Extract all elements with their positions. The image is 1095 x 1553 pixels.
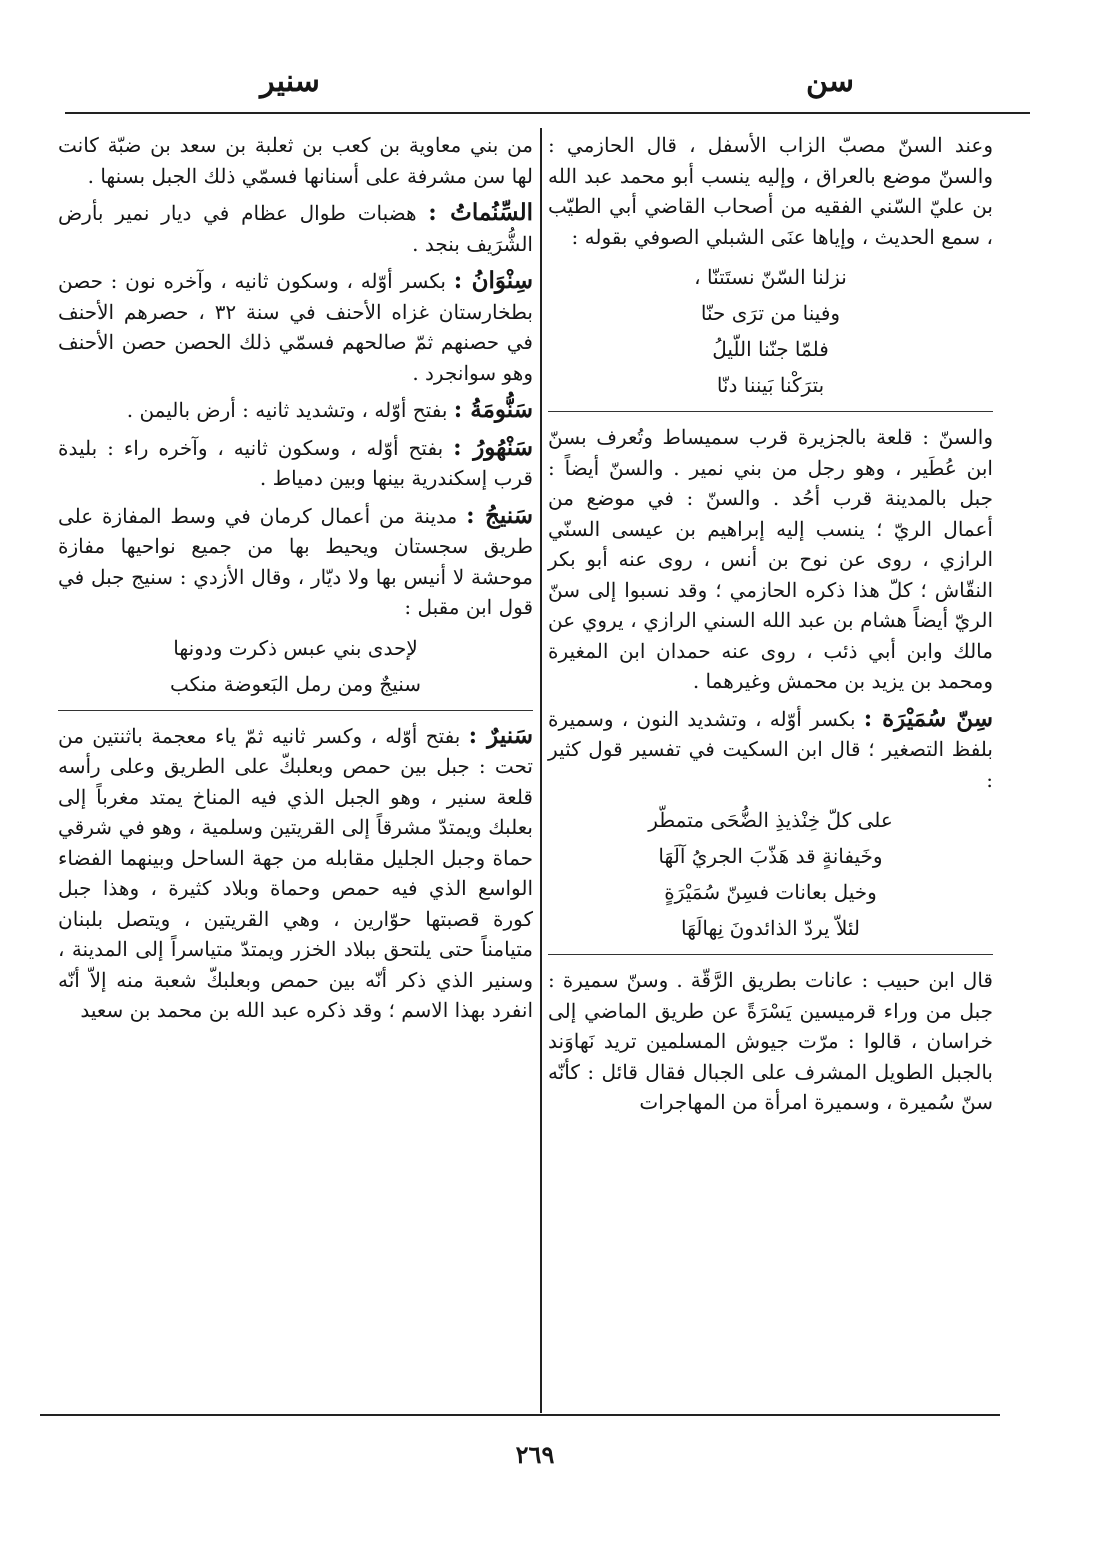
running-head-right: سن [806, 64, 854, 99]
verse-line: وخَيفانةٍ قد هَذّبَ الجريُ آلَهَا [658, 844, 883, 868]
entry-text: بكسر أوّله ، وتشديد النون ، وسميرة بلفظ التصغير ؛ قال ابن السكيت في تفسير قول كثير : [548, 706, 993, 792]
verse-line: بترَكْنا بَيننا دنّا [716, 373, 825, 397]
entry-text: مدينة من أعمال كرمان في وسط المفازة على طريق سجستان ويحيط بها من جميع نواحيها مفازة موحشة لا أنيس بها ولا ديّار ، وقال الأزدي : سنيج جبل في قول ابن مقبل : [58, 503, 533, 619]
top-rule [65, 112, 1030, 114]
headword: سِنّ سُمَيْرَة : [863, 704, 994, 732]
entry-text: بكسر أوّله ، وسكون ثانيه ، وآخره نون : حصن بطخارستان غزاه الأحنف في سنة ٣٢ ، حصرهم الأحنف في حصنهم ثمّ صالحهم فسمّي ذلك الحصن حصن الأحنف وهو سوانجرد . [58, 269, 533, 385]
entry-sanir [58, 721, 533, 1026]
page-number: ٢٦٩ [515, 1440, 555, 1469]
bottom-rule [40, 1414, 1000, 1416]
entry-sanhur [58, 433, 533, 494]
verse-line: فلمّا جنّنا اللّيلُ [712, 337, 829, 361]
entry-text: هضبات طوال عظام في ديار نمير بأرض الشُّرَيف بنجد . [58, 201, 533, 256]
running-head-left: سنير [260, 64, 320, 99]
left-column [58, 130, 533, 1033]
verse-separator [548, 411, 993, 412]
headword: سَنيجُ : [466, 501, 534, 529]
verse-line: نزلنا السّنّ نستَتنّا ، [694, 265, 847, 289]
paragraph-sumayra-explained: قال ابن حبيب : عانات بطريق الرَّقّة . وسنّ سميرة : جبل من وراء قرميسين يَسْرَةً عن طريق الماضي إلى خراسان ، قالوا : مرّت جيوش المسلمين تريد نَهاوَند بالجبل الطويل المشرف على الجبال فقال قائل : كأنّه سنّ سُميرة ، وسميرة امرأة من المهاجرات [548, 968, 993, 1114]
paragraph-sinn-places: والسنّ : قلعة بالجزيرة قرب سميساط وتُعرف بسنّ ابن عُطَير ، وهو رجل من بني نمير . والسنّ أيضاً : جبل بالمدينة قرب أحُد . والسنّ : في موضع من أعمال الريّ ؛ ينسب إليه إبراهيم بن عيسى السنّي الرازي ، روى عن نوح بن أنس ، روى عنه أبو بكر النقّاش ؛ كلّ هذا ذكره الحازمي ؛ وقد نسبوا إلى سنّ الريّ أيضاً هشام بن عبد الله السني الرازي ، يروي عن مالك وابن أبي ذئب ، روى عنه حمدان ابن المغيرة ومحمد بن يزيد بن محمش وغيرهما . [548, 425, 993, 693]
verse-line: سنيجٌ ومن رمل البَعوضة منكب [169, 671, 422, 696]
entry-sannuma [58, 395, 533, 426]
entry-text: بفتح أوّله ، وكسر ثانيه ثمّ ياء معجمة باثنتين من تحت : جبل بين حمص وبعلبكّ على الطريق وعلى رأسه قلعة سنير ، وهو الجبل الذي فيه المناخ يمتد مغرباً إلى بعلبك ويمتدّ مشرقاً إلى القريتين وسلمية ، وهو في شرقي حماة وجبل الجليل مقابله من جهة الساحل وبينهما الفضاء الواسع الذي فيه حمص وحماة وبلاد كثيرة ، وهذا جبل كورة قصبتها حوّارين ، وهي القريتين ، ويتصل بلبنان متيامناً حتى يلتحق ببلاد الخزر ويمتدّ متياسراً إلى المدينة ، وسنير الذي ذكر أنّه بين حمص وبعلبكّ شعبة منه إلاّ أنّه انفرد بهذا الاسم ؛ وقد ذكره عبد الله بن محمد بن سعيد [58, 723, 533, 1022]
headword: سَنيرٌ : [468, 721, 534, 749]
verse-separator [548, 954, 993, 955]
headword: السِّنُماتُ : [428, 199, 533, 226]
verse-line: لئلاّ يردّ الذائدونَ نِهالَهَا [680, 916, 861, 940]
verse-separator [58, 710, 533, 711]
headword: سَنُّومَةُ : [453, 396, 533, 423]
entry-sinnumat [58, 198, 533, 259]
verse-line: وفينا من ترَى حنّا [700, 301, 841, 325]
entry-sanij [58, 501, 533, 623]
right-column [548, 130, 993, 1125]
verse-line: على كلّ خِنْذيذِ الضُّحَى متمطّر [648, 808, 893, 832]
entry-sinn-sumayra [548, 704, 993, 796]
column-divider [540, 128, 542, 1413]
paragraph-sinn-intro: وعند السنّ مصبّ الزاب الأسفل ، قال الحازمي : والسنّ موضع بالعراق ، وإليه ينسب أبو محمد عبد الله بن عليّ السّني الفقيه من أصحاب القاضي أبي الطيّب ، سمع الحديث ، وإياها عنَى الشبلي الصوفي بقوله : [548, 133, 993, 249]
headword: سِنْوَانُ : [453, 267, 533, 294]
paragraph-continuation: من بني معاوية بن كعب بن ثعلبة بن سعد بن ضبّة كانت لها سن مشرفة على أسنانها فسمّي ذلك الجبل بسنها . [58, 133, 533, 188]
verse-line: لإحدى بني عبس ذكرت ودونها [173, 635, 418, 660]
verse-shibli [548, 259, 993, 403]
verse-line: وخيل بعانات فسِنّ سُمَيْرَةٍ [664, 880, 877, 904]
verse-kuthayyir [548, 802, 993, 946]
headword: سَنْهُورُ : [453, 433, 533, 461]
entry-text: بفتح أوّله ، وسكون ثانيه ، وآخره راء : بليدة قرب إسكندرية بينها وبين دمياط . [58, 435, 533, 490]
entry-sinwan [58, 266, 533, 388]
verse-ibn-muqbil [58, 630, 533, 702]
entry-text: بفتح أوّله ، وتشديد ثانيه : أرض باليمن . [126, 398, 448, 422]
